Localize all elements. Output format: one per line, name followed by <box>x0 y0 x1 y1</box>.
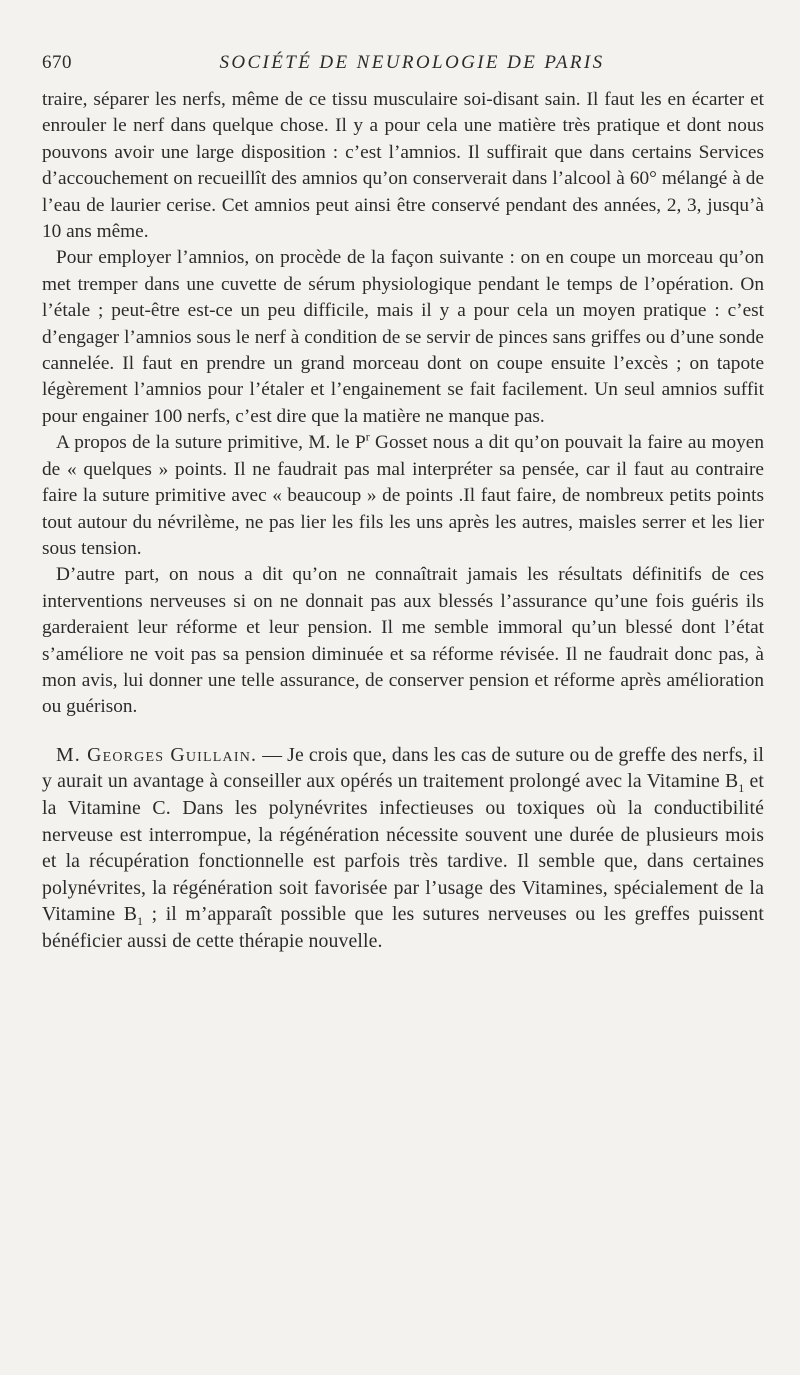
paragraph-guillain-part-b: et la Vitamine C. Dans les polynévrites infectieuses ou toxiques où la conductibilité nerveuse est interrompue, la régénération nécessite souvent une durée de plusieurs mois et la récupération fonctionnelle est parfois très tardive. Il semble que, dans certaines polynévrites, la régénération soit favorisée par l’usage des Vitamines, spécialement de la Vitamine B <box>42 770 764 926</box>
speaker-name: M. Georges Guillain. <box>56 743 258 766</box>
page-header <box>42 52 764 78</box>
paragraph-primary-suture-part-a: A propos de la suture primitive, M. le P <box>56 432 366 454</box>
body-text <box>42 87 764 955</box>
paragraph-guillain-part-a: — Je crois que, dans les cas de suture ou de greffe des nerfs, il y aurait un avantage à conseiller aux opérés un traitement prolongé avec la Vitamine B <box>42 743 764 793</box>
paragraph-primary-suture <box>42 430 764 562</box>
paragraph-guillain-part-c: ; il m’apparaît possible que les sutures nerveuses ou les greffes puissent bénéficier aussi de cette thérapie nouvelle. <box>42 903 765 952</box>
paragraph-guillain <box>42 742 764 955</box>
page-number: 670 <box>42 52 72 73</box>
paragraph-pension: D’autre part, on nous a dit qu’on ne connaîtrait jamais les résultats définitifs de ces interventions nerveuses si on ne donnait pas aux blessés l’assurance qu’une fois guéris ils garderaient leur réforme et leur pension. Il me semble immoral qu’un blessé dont l’état s’améliore ne voit pas sa pension diminuée et sa réforme révisée. Il ne faudrait donc pas, à mon avis, lui donner une telle assurance, de conserver pension et réforme après amélioration ou guérison. <box>42 564 764 718</box>
professor-superscript: r <box>365 429 370 444</box>
paragraph-amnios-intro: traire, séparer les nerfs, même de ce tissu musculaire soi-disant sain. Il faut les en écarter et enrouler le nerf dans quelque chose. Il y a pour cela une matière très pratique et dont nous pouvons avoir une large disposition : c’est l’amnios. Il suffirait que dans certains Services d’accouchement on recueillît des amnios qu’on conserverait dans l’alcool à 60° mélangé à de l’eau de laurier cerise. Cet amnios peut ainsi être conservé pendant des années, 2, 3, jusqu’à 10 ans même. <box>42 89 764 243</box>
running-title: SOCIÉTÉ DE NEUROLOGIE DE PARIS <box>219 52 605 73</box>
vitamin-subscript-2: 1 <box>137 914 144 929</box>
paragraph-amnios-usage: Pour employer l’amnios, on procède de la façon suivante : on en coupe un morceau qu’on met tremper dans une cuvette de sérum physiologique pendant le temps de l’opération. On l’étale ; peut-être est-ce un peu difficile, mais il y a pour cela un moyen pratique : c’est d’engager l’amnios sous le nerf à condition de se servir de pinces sans griffes ou d’une sonde cannelée. Il faut en prendre un grand morceau dont on coupe ensuite l’excès ; on tapote légèrement l’amnios pour l’étaler et l’engainement se fait facilement. Un seul amnios suffit pour engainer 100 nerfs, c’est dire que la matière ne manque pas. <box>42 247 764 427</box>
section-spacer <box>42 721 764 742</box>
paragraph-primary-suture-part-b: Gosset nous a dit qu’on pouvait la faire au moyen de « quelques » points. Il ne faudrait pas mal interpréter sa pensée, car il faut au contraire faire la suture primitive avec « beaucoup » de points .Il faut faire, de nombreux petits points tout autour du névrilème, ne pas lier les fils les uns après les autres, maisles serrer et les lier sous tension. <box>42 432 764 559</box>
vitamin-subscript-1: 1 <box>738 781 745 796</box>
